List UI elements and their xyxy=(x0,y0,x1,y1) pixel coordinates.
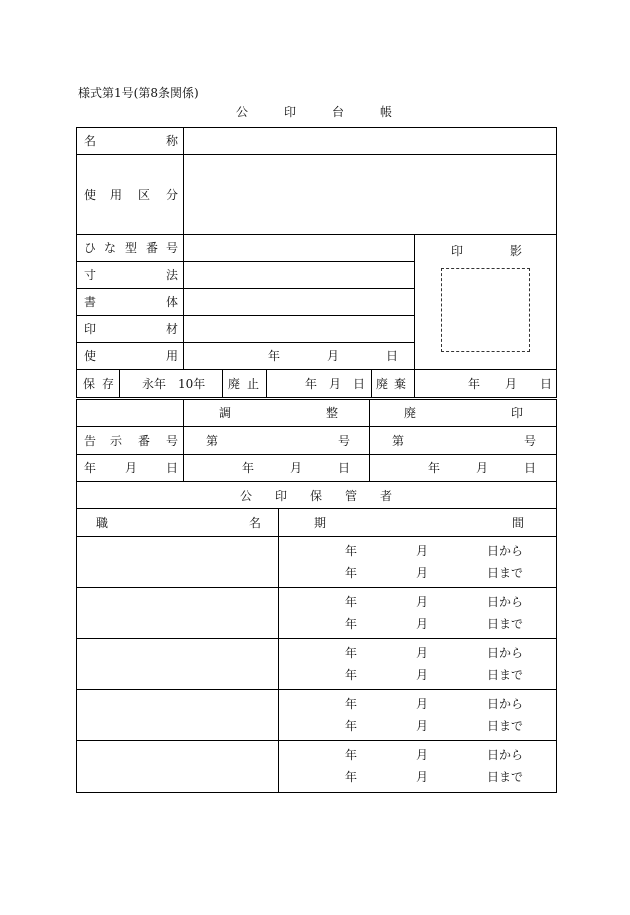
title-char: 帳 xyxy=(380,105,393,119)
typeface-label: 書 xyxy=(84,295,97,309)
use-start-day: 日 xyxy=(386,349,399,363)
discard-year: 年 xyxy=(468,377,481,391)
use-start-year: 年 xyxy=(268,349,281,363)
hinagata-label: 番 xyxy=(146,241,159,255)
abolish-number-prefix: 第 xyxy=(392,434,405,448)
hinagata-label: 型 xyxy=(125,241,138,255)
to-day: 日まで xyxy=(487,719,524,733)
hinagata-label: な xyxy=(104,241,117,255)
material-field[interactable] xyxy=(185,317,413,341)
keepers-header-char: 管 xyxy=(345,489,358,503)
hinagata-label: 号 xyxy=(166,241,179,255)
keeper-post-field[interactable] xyxy=(78,691,276,739)
usage-label: 区 xyxy=(138,188,151,202)
from-month: 月 xyxy=(416,595,429,609)
adjust-header: 整 xyxy=(326,406,339,420)
keepers-header-char: 公 xyxy=(240,489,253,503)
from-day: 日から xyxy=(487,595,524,609)
retention-label: 保 xyxy=(83,377,96,391)
keepers-header-char: 印 xyxy=(275,489,288,503)
abolish-date-year: 年 xyxy=(428,461,441,475)
notice-number-label: 番 xyxy=(138,434,151,448)
material-label: 印 xyxy=(84,322,97,336)
retention-period: 永年 10年 xyxy=(142,377,206,391)
date-label: 年 xyxy=(84,461,97,475)
usage-field[interactable] xyxy=(185,156,554,232)
to-day: 日まで xyxy=(487,566,524,580)
use-start-month: 月 xyxy=(327,349,340,363)
from-year: 年 xyxy=(345,646,358,660)
size-label: 法 xyxy=(166,268,179,282)
to-month: 月 xyxy=(416,566,429,580)
adjust-number-suffix: 号 xyxy=(338,434,351,448)
from-year: 年 xyxy=(345,748,358,762)
to-day: 日まで xyxy=(487,668,524,682)
to-year: 年 xyxy=(345,668,358,682)
adjust-number-prefix: 第 xyxy=(206,434,219,448)
from-day: 日から xyxy=(487,544,524,558)
from-year: 年 xyxy=(345,544,358,558)
keeper-post-field[interactable] xyxy=(78,640,276,688)
typeface-label: 体 xyxy=(166,295,179,309)
form-label: 様式第1号(第8条関係) xyxy=(78,86,199,100)
impression-stamp-area[interactable] xyxy=(441,268,530,352)
keeper-post-field[interactable] xyxy=(78,742,276,791)
post-column-header: 職 xyxy=(96,516,109,530)
impression-label: 影 xyxy=(510,244,523,258)
date-label: 日 xyxy=(166,461,179,475)
post-column-header: 名 xyxy=(249,516,262,530)
notice-number-label: 示 xyxy=(110,434,123,448)
from-month: 月 xyxy=(416,544,429,558)
date-label: 月 xyxy=(125,461,138,475)
keeper-post-field[interactable] xyxy=(78,538,276,586)
abolish-year: 年 xyxy=(305,377,318,391)
title-char: 公 xyxy=(236,105,249,119)
usage-label: 分 xyxy=(166,188,179,202)
abolish-date-day: 日 xyxy=(524,461,537,475)
period-column-header: 期 xyxy=(314,516,327,530)
size-field[interactable] xyxy=(185,263,413,287)
to-month: 月 xyxy=(416,617,429,631)
period-column-header: 間 xyxy=(512,516,525,530)
use-start-label: 使 xyxy=(84,349,97,363)
abolish-month: 月 xyxy=(329,377,342,391)
abolish-date-month: 月 xyxy=(476,461,489,475)
adjust-date-day: 日 xyxy=(338,461,351,475)
use-start-label: 用 xyxy=(166,349,179,363)
to-year: 年 xyxy=(345,719,358,733)
keepers-header-char: 者 xyxy=(380,489,393,503)
title-char: 印 xyxy=(284,105,297,119)
notice-number-label: 告 xyxy=(84,434,97,448)
to-month: 月 xyxy=(416,770,429,784)
usage-label: 用 xyxy=(110,188,123,202)
title-char: 台 xyxy=(332,105,345,119)
abolish-number-suffix: 号 xyxy=(524,434,537,448)
retention-label: 存 xyxy=(102,377,115,391)
notice-number-label: 号 xyxy=(166,434,179,448)
discard-label: 廃 xyxy=(376,377,389,391)
discard-label: 棄 xyxy=(394,377,407,391)
usage-label: 使 xyxy=(84,188,97,202)
from-year: 年 xyxy=(345,595,358,609)
keepers-header-char: 保 xyxy=(310,489,323,503)
abolish-day: 日 xyxy=(353,377,366,391)
from-month: 月 xyxy=(416,646,429,660)
from-month: 月 xyxy=(416,697,429,711)
abolish-label: 廃 xyxy=(228,377,241,391)
size-label: 寸 xyxy=(84,268,97,282)
to-year: 年 xyxy=(345,770,358,784)
to-day: 日まで xyxy=(487,770,524,784)
name-field[interactable] xyxy=(185,129,554,153)
abolish-header: 廃 xyxy=(404,406,417,420)
impression-label: 印 xyxy=(451,244,464,258)
discard-day: 日 xyxy=(540,377,553,391)
to-month: 月 xyxy=(416,668,429,682)
to-day: 日まで xyxy=(487,617,524,631)
to-year: 年 xyxy=(345,617,358,631)
from-year: 年 xyxy=(345,697,358,711)
from-month: 月 xyxy=(416,748,429,762)
name-label: 名 xyxy=(84,134,97,148)
hinagata-label: ひ xyxy=(84,241,97,255)
keeper-post-field[interactable] xyxy=(78,589,276,637)
abolish-header: 印 xyxy=(511,406,524,420)
from-day: 日から xyxy=(487,748,524,762)
to-month: 月 xyxy=(416,719,429,733)
from-day: 日から xyxy=(487,697,524,711)
discard-month: 月 xyxy=(505,377,518,391)
typeface-field[interactable] xyxy=(185,290,413,314)
adjust-date-month: 月 xyxy=(290,461,303,475)
abolish-label: 止 xyxy=(247,377,260,391)
hinagata-field[interactable] xyxy=(185,236,413,260)
to-year: 年 xyxy=(345,566,358,580)
name-label: 称 xyxy=(166,134,179,148)
adjust-date-year: 年 xyxy=(242,461,255,475)
adjust-header: 調 xyxy=(219,406,232,420)
from-day: 日から xyxy=(487,646,524,660)
material-label: 材 xyxy=(166,322,179,336)
